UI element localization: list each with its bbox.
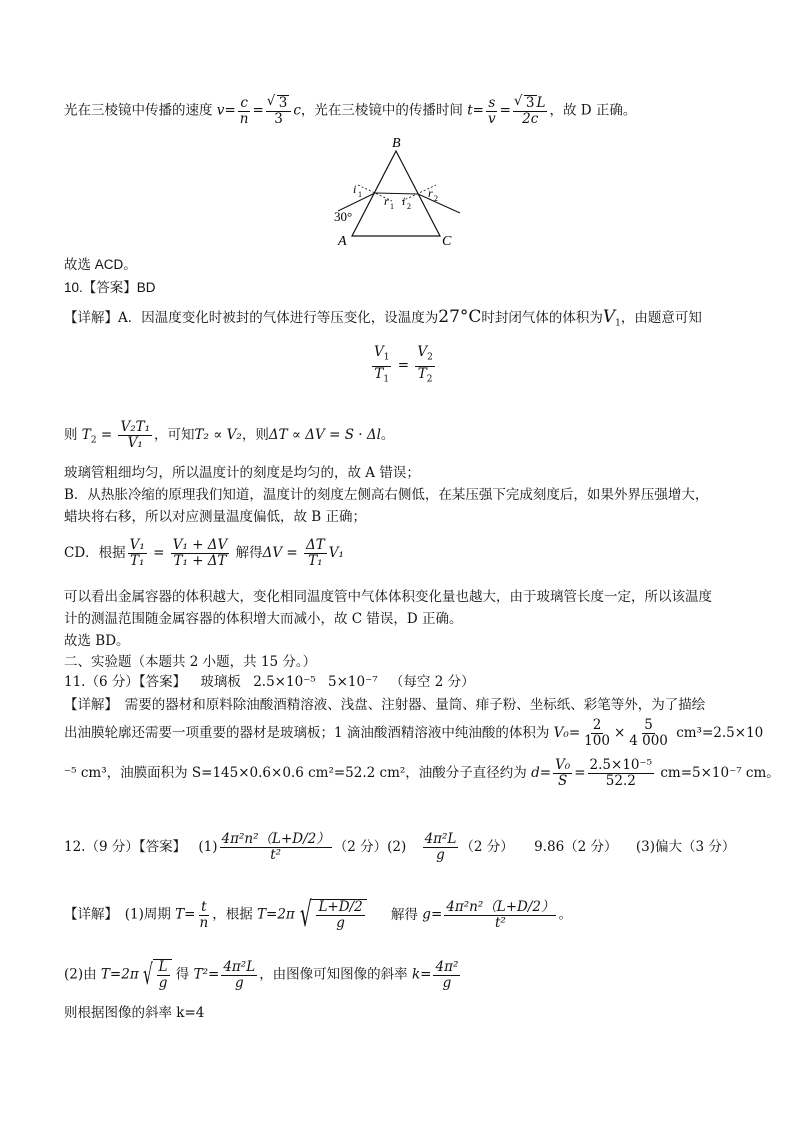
den: g [234,974,244,991]
q11-detail-3: ⁻⁵ cm³，油膜面积为 S=145×0.6×0.6 cm²=52.2 cm²，油酸分子直径约为 d= $\frac{\text{V₀}}{S}$ = $\frac{\text{2.5×10⁻⁵}}{52.2}$ cm=5×10⁻⁷ cm。 [64,757,780,789]
label-i1-sub: 1 [358,190,362,199]
frac-dt-t1 [304,538,327,569]
den: T₁ [308,553,323,569]
frac-sqrt3L-2c [513,95,548,127]
v0: V₀= [553,725,581,741]
label-B: B [392,136,401,151]
var-c: c [293,102,301,119]
num: 5 [644,717,653,733]
den: v [487,110,496,127]
k: k= [411,966,432,983]
frac-v0-s [553,758,572,789]
q11-answer [64,673,475,691]
sqrt-expression: √ $\frac{L+D/2}{g}$ [295,898,367,932]
sub: 1 [383,374,390,385]
q10-detail-a [64,308,702,333]
num: V₁ + ΔV [172,537,228,553]
frac-V1-T1 [372,345,391,387]
text: ，可知 [154,427,195,443]
q12-detail-1 [64,895,572,935]
num [266,95,292,112]
sub: 2 [426,374,433,385]
part1: (1) [198,839,218,855]
frac-s-v [486,96,498,127]
frac-5-4000 [627,718,670,749]
num: L [158,959,168,975]
answer3: 5×10⁻⁷ [328,674,378,690]
under [153,959,172,991]
num: 4π²n²（L+D/2） [446,898,555,915]
label-r2-sub: 2 [434,194,438,203]
area: S=145×0.6×0.6 cm²=52.2 cm² [191,765,406,781]
text: ，光在三棱镜中的传播时间 [300,102,468,119]
frac-c-n [238,96,251,127]
label-C: C [442,234,452,249]
frac-L-g [157,960,170,991]
den: 3 [274,111,283,127]
frac-V2T1-V1 [118,420,152,451]
den: 52.2 [605,773,636,789]
frac-under [316,900,364,931]
prism-diagram [320,133,470,251]
label-i2-sub: 2 [407,202,411,211]
answer2: 2.5×10⁻⁵ [253,674,316,690]
frac-sqrt3-3 [266,95,292,127]
part3: (3)偏大（3 分） [635,839,736,855]
den [416,367,435,388]
score1: （2 分）(2) [333,839,407,855]
num: V₁ [129,537,145,553]
frac-2-100 [582,718,612,749]
text: 【详解】A．因温度变化时被封的气体进行等压变化，设温度为 [64,310,439,326]
q10-answer: 10.【答案】BD [64,280,156,295]
den: n [239,110,249,127]
text: ，由题意可知 [620,310,702,326]
select-bd: 故选 BD。 [64,633,130,649]
text: 【详解】 (1)周期 [64,906,176,923]
label-r2: r [428,186,433,200]
num: 4π² [435,958,459,975]
text: 11.（6 分）【答案】 [64,674,187,690]
T: T [417,365,427,382]
line-cd: CD．根据 $\frac{\text{V₁}}{\text{T₁}}$ = $\frac{\text{V₁ + ΔV}}{\text{T₁ + ΔT}}$ 解得ΔV = $\frac{\Delta T}{\text{T₁}}$ V₁ [64,537,344,569]
num: L+D/2 [318,899,363,915]
exit-ray [418,194,460,213]
text: ，油酸分子直径约为 [405,765,532,781]
den: T₁ + ΔT [173,553,227,569]
den: n [199,914,209,931]
den: T₁ [130,553,145,569]
den: 4 000 [629,733,668,749]
num: 2 [592,717,602,733]
d: d= [531,765,552,781]
text: ，由图像可知图像的斜率 [259,966,412,983]
text: ，故 D 正确。 [549,102,637,119]
line-c2: 计的测温范围随金属容器的体积增大而减小，故 C 错误，D 正确。 [64,611,463,627]
rel: ΔT ∝ ΔV = S · Δl [268,427,381,443]
num: 4π²n²（L+D/2） [221,831,330,847]
section-2-heading: 二、实验题（本题共 2 小题，共 15 分。） [64,654,317,670]
select-acd: 故选 ACD。 [64,257,137,272]
text: CD．根据 [64,545,126,561]
num: V₀ [555,757,571,773]
line-b1: B．从热胀冷缩的原理我们知道，温度计的刻度左侧高右侧低，在某压强下完成刻度后，如果外界压强增大， [64,487,709,503]
velocity-line [64,95,636,127]
num: 2.5×10⁻⁵ [589,757,653,773]
text: 得 [171,966,194,983]
text: cm³=2.5×10 [671,725,764,741]
q12-detail-3: 则根据图像的斜率 k=4 [64,1005,205,1021]
den: g [158,975,168,991]
den: 2c [522,111,539,127]
frac-v1dv-t1dt [171,538,230,569]
equation-v-t: $\frac{V_1}{T_1}$ = $\frac{V_2}{T_2}$ [370,345,437,387]
q11-detail-1: 【详解】 需要的器材和原料除油酸酒精溶液、浅盘、注射器、量筒、痱子粉、坐标纸、彩笔等外，为了描绘 [64,697,706,713]
text: 时封闭气体的体积为 [481,310,603,326]
v1: V₁ [328,545,344,561]
text: 出油膜轮廓还需要一项重要的器材是玻璃板；1 滴油酸酒精溶液中纯油酸的体积为 [64,725,554,741]
den [372,367,391,388]
den: t² [270,847,282,863]
num [372,345,391,367]
num: t [201,898,207,915]
text: 光在三棱镜中传播的速度 [64,102,217,119]
T-formula: T=2π [257,906,295,923]
q12-answer [64,832,735,863]
frac-ans1 [220,832,332,863]
line-then: 则 $T_2$ = $\frac{\text{V₂T₁}}{\text{V₁}}$ ，可知T₂ ∝ V₂，则ΔT ∝ ΔV = S · Δl。 [64,419,395,451]
num: 4π²L [223,958,256,975]
under [312,899,366,931]
dv: ΔV [262,545,283,561]
T: T=2π [100,966,139,983]
refracted-ray [375,193,418,194]
answer1: 玻璃板 [200,674,241,690]
frac-ans2 [423,832,459,863]
temp: 27°C [438,307,482,327]
frac-v1-t1 [128,538,147,569]
value: 9.86（2 分） [534,839,618,855]
sqrt: √ 3 [524,95,537,111]
T: T= [175,906,196,923]
sub: 1 [615,318,621,329]
T: T [81,427,91,443]
q12-detail-2 [64,958,462,992]
var-t: t [467,102,473,119]
text: (2)由 [64,966,101,983]
text: 12.（9 分）【答案】 [64,839,187,855]
V: V [417,344,428,360]
var-V1: V [602,307,616,327]
frac-g [444,900,556,931]
text: ，则 [241,427,269,443]
label-angle: 30° [334,209,353,224]
num [513,95,548,112]
q11-detail-2 [64,718,763,749]
text: 。 [558,906,572,923]
note: （每空 2 分） [389,674,475,690]
label-r1: r [384,194,389,208]
frac-4pi2L-g [221,960,257,991]
den: g [442,974,452,991]
frac-k [433,960,460,991]
label-i2: i [402,194,406,208]
eq: = [472,102,484,119]
text: cm=5×10⁻⁷ cm。 [656,765,780,781]
frac-V2-T2 [415,345,434,387]
label-A: A [338,234,347,249]
T: T [374,365,384,382]
sqrt: √ 3 [277,95,290,111]
den: S [558,773,568,789]
num [415,345,434,367]
score2: （2 分） [460,839,514,855]
eq: = [252,102,264,119]
label-r1-sub: 1 [390,202,394,211]
eq: = [96,427,117,443]
num: c [240,94,248,111]
text: ，根据 [212,906,257,923]
text: 解得 [391,906,423,923]
num: 4π²L [424,831,457,847]
V: V [374,344,384,360]
frac-value [588,758,655,789]
sqrt-L-g: √ $\frac{L}{g}$ [139,958,172,992]
label-i1: i [353,182,357,196]
sub: 2 [427,352,433,363]
num: V₂T₁ [120,419,151,435]
text: 则 [64,427,82,443]
var-L: L [536,95,546,111]
prop: T₂ ∝ V₂ [194,427,242,443]
times: × [613,725,626,741]
var-v: v [216,102,225,119]
num: ΔT [306,537,325,553]
text: ⁻⁵ cm³，油膜面积为 [64,765,192,781]
num: s [488,94,496,111]
eq: = [499,102,511,119]
den: t² [494,914,506,931]
text: 。 [380,427,395,443]
frac-t-n [198,900,211,931]
g: g= [422,906,443,923]
den: g [336,915,345,931]
den: g [436,847,445,863]
den: V₁ [127,435,143,451]
T2: T²= [193,966,220,983]
sub: 1 [383,352,390,363]
line-b2: 蜡块将右移，所以对应测量温度偏低，故 B 正确； [64,509,367,525]
text: 解得 [231,545,263,561]
line-c1: 可以看出金属容器的体积越大，变化相同温度管中气体体积变化量也越大，由于玻璃管长度一定，所以该温度 [64,589,712,605]
line-glass: 玻璃管粗细均匀，所以温度计的刻度是均匀的，故 A 错误； [64,465,420,481]
eq: = [224,102,236,119]
den: 100 [584,733,610,749]
